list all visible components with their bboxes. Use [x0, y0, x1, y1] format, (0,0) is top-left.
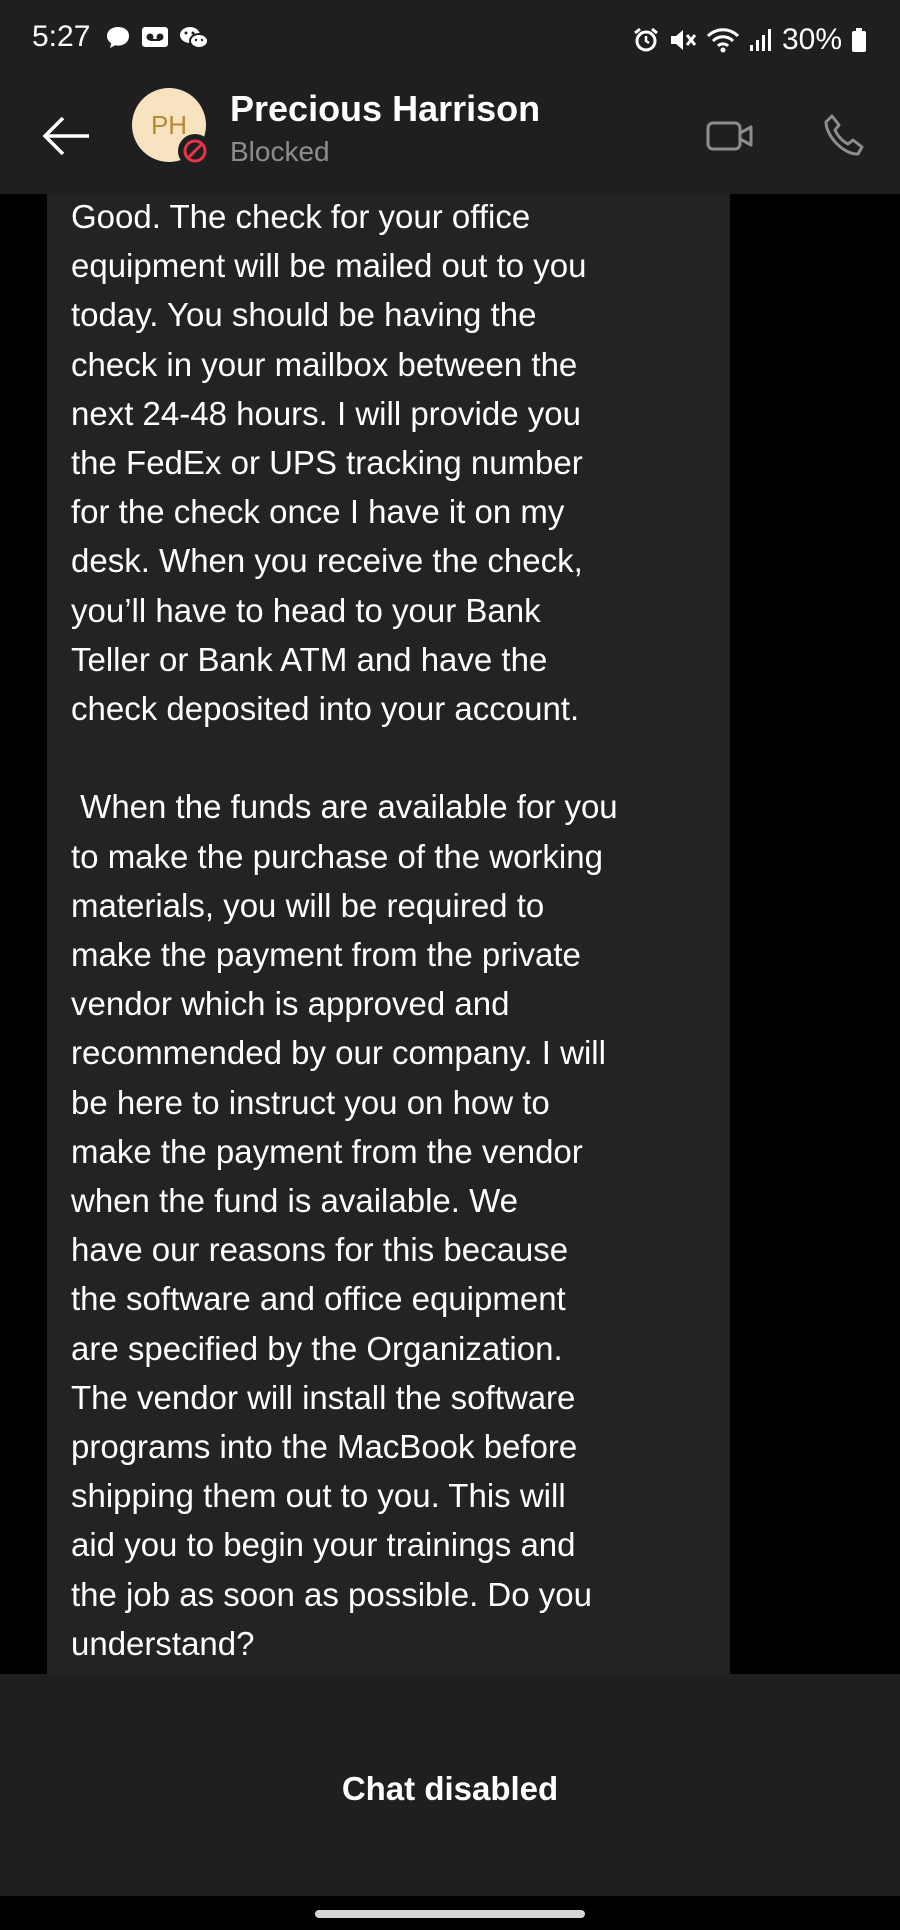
phone-icon [822, 112, 866, 160]
composer-area [0, 1674, 900, 1896]
video-call-button[interactable] [700, 106, 760, 166]
battery-icon [850, 26, 868, 54]
alarm-icon [632, 26, 660, 54]
chat-bubble-icon [104, 24, 132, 52]
message-text: Good. The check for your office equipment will be mailed out to you today. You should be having the check in your mailbox between the next 24-48 hours. I will provide you the FedEx or UPS tracking number for the check once I have it on my desk. When you receive the check, you’ll have to head to your Bank Teller or Bank ATM and have the check deposited into your account. When the funds are available for you to make the purchase of the working materials, you will be required to make the payment from the private vendor which is approved and recommended by our company. I will be here to instruct you on how to make the payment from the vendor when the fund is available. We have our reasons for this because the software and office equipment are specified by the Organization. The vendor will install the software programs into the MacBook before shipping them out to you. This will aid you to begin your trainings and the job as soon as possible. Do you understand? [71, 198, 618, 1662]
system-icons [632, 20, 868, 60]
status-bar [0, 0, 900, 78]
wifi-icon [706, 26, 740, 54]
contact-name[interactable]: Precious Harrison [230, 88, 541, 129]
voice-call-button[interactable] [814, 106, 874, 166]
back-arrow-icon [39, 114, 93, 158]
conversation-header [0, 78, 900, 194]
chat-disabled-notice: Chat disabled [341, 1770, 559, 1807]
message-list[interactable] [0, 194, 900, 1674]
contact-status: Blocked [230, 136, 330, 167]
blocked-icon [182, 138, 208, 164]
back-button[interactable] [36, 106, 96, 166]
status-time: 5:27 [32, 20, 91, 53]
signal-icon [748, 26, 774, 54]
mute-icon [668, 26, 698, 54]
voicemail-icon [140, 24, 170, 52]
avatar-initials: PH [150, 109, 188, 140]
battery-percent: 30% [781, 23, 842, 56]
navigation-bar [0, 1896, 900, 1930]
blocked-badge [178, 134, 212, 168]
wechat-icon [178, 24, 210, 52]
notification-icons [104, 24, 210, 56]
message-bubble[interactable] [47, 194, 730, 1674]
video-camera-icon [705, 118, 755, 154]
home-indicator[interactable] [315, 1910, 585, 1918]
